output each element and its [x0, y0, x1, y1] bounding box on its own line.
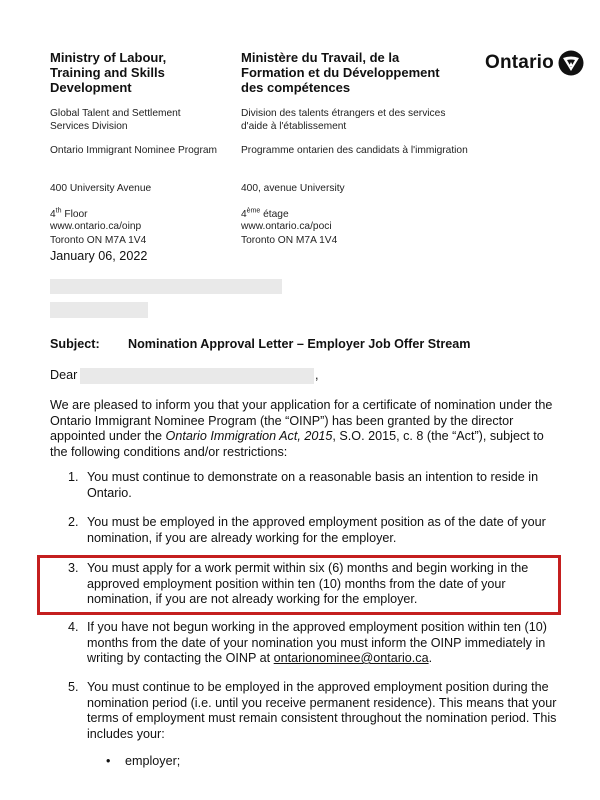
subject-text: Nomination Approval Letter – Employer Job Offer Stream: [128, 337, 471, 351]
salutation-comma: ,: [315, 368, 319, 382]
redacted-recipient-name: [50, 279, 282, 294]
address-city-en: Toronto ON M7A 1V4: [50, 235, 147, 246]
program-name-en: Ontario Immigrant Nominee Program: [50, 145, 218, 156]
address-city-fr: Toronto ON M7A 1V4: [241, 235, 338, 246]
ontario-trillium-icon: [558, 50, 584, 76]
address-line1-fr: 400, avenue University: [241, 183, 345, 194]
website-fr[interactable]: www.ontario.ca/poci: [241, 221, 332, 232]
website-en[interactable]: www.ontario.ca/oinp: [50, 221, 142, 232]
act-name: Ontario Immigration Act, 2015: [165, 429, 333, 443]
redacted-recipient-address: [50, 302, 148, 318]
redacted-recipient-salutation: [80, 368, 314, 384]
ontario-logo: [485, 50, 584, 76]
bullet-item-employer: employer;: [125, 754, 181, 768]
program-name-fr: Programme ontarien des candidats à l'immigration: [241, 145, 468, 156]
address-fr: [241, 169, 441, 260]
address-en: [50, 169, 230, 260]
address-floor-fr: 4ème étage: [241, 207, 289, 220]
subject-label: Subject:: [50, 337, 100, 351]
salutation: Dear: [50, 368, 78, 382]
division-name-fr: Division des talents étrangers et des services d'aide à l'établissement: [241, 108, 446, 132]
address-line1-en: 400 University Avenue: [50, 183, 152, 194]
ministry-name-en: Ministry of Labour, Training and Skills Development: [50, 50, 167, 95]
address-floor-en: 4th Floor: [50, 207, 88, 220]
logo-text: Ontario: [485, 52, 554, 73]
bullet-dot-icon: •: [106, 754, 111, 768]
ministry-name-fr: Ministère du Travail, de la Formation et du Développement des compétences: [241, 50, 440, 95]
letter-date: January 06, 2022: [50, 249, 148, 263]
division-name-en: Global Talent and Settlement Services Division: [50, 108, 181, 132]
oinp-email-link[interactable]: ontarionominee@ontario.ca: [273, 651, 429, 665]
intro-paragraph: We are pleased to inform you that your application for a certificate of nomination under the Ontario Immigrant Nominee Program (the “OINP”) has been granted by the director appointed under the Ontario Immigration Act, 2015, S.O. 2015, c. 8 (the “Act”), subject to the following conditions and/or restrictions:: [50, 398, 553, 459]
